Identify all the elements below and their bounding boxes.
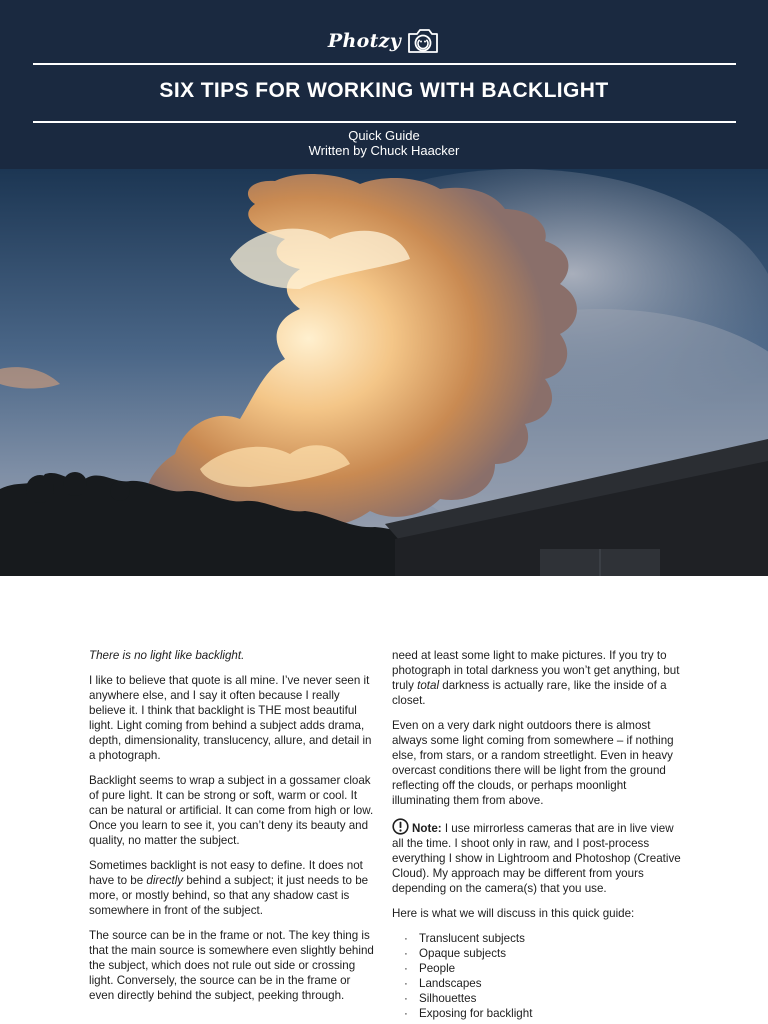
paragraph: Even on a very dark night outdoors there is almost always some light coming from somewhere – if nothing else, from stars, or a random streetlight. Even in heavy overcast conditions there will be light from the ground reflecting off the clouds, or perhaps moonlight illuminating them from above.	[392, 719, 674, 807]
list-item: · Silhouettes	[392, 991, 682, 1006]
hero-photo	[0, 169, 768, 576]
brand-name: Photzy	[327, 30, 402, 52]
list-intro: Here is what we will discuss in this quick guide:	[392, 907, 635, 920]
header-banner	[0, 0, 768, 169]
opening-quote: There is no light like backlight.	[89, 649, 245, 662]
header-divider-bottom	[33, 121, 736, 123]
list-item: · Translucent subjects	[392, 931, 682, 946]
topics-list	[392, 931, 682, 1021]
page-title: SIX TIPS FOR WORKING WITH BACKLIGHT	[159, 79, 609, 102]
paragraph: need at least some light to make pictures. If you try to photograph in total darkness you won’t get anything, but truly total darkness is actually rare, like the inside of a closet.	[392, 649, 680, 707]
list-item: · Opaque subjects	[392, 946, 682, 961]
paragraph: The source can be in the frame or not. The key thing is that the main source is somewhere even slightly behind the subject, which does not rule out side or crossing light. Conversely, the source can be in the frame or even directly behind the subject, peeking through.	[89, 929, 374, 1002]
note-callout	[392, 818, 682, 896]
list-item: · Landscapes	[392, 976, 682, 991]
list-item: · People	[392, 961, 682, 976]
paragraph: I like to believe that quote is all mine. I’ve never seen it anywhere else, and I say it often because I really believe it. I think that backlight is THE most beautiful light. Light coming from behind a subject adds drama, depth, dimensionality, translucency, allure, and detail in a photograph.	[89, 674, 372, 762]
paragraph: Sometimes backlight is not easy to define. It does not have to be directly behind a subject; it just needs to be more, or mostly behind, so that any shadow cast is somewhere in front of the subject.	[89, 859, 369, 917]
note-text: I use mirrorless cameras that are in live view all the time. I shoot only in raw, and I post-process everything I show in Lightroom and Photoshop (Creative Cloud). My approach may be different from yours depending on the camera(s) that you use.	[392, 822, 681, 895]
article-column-left	[89, 648, 375, 1013]
brand-logo	[0, 24, 768, 58]
header-divider-top	[33, 63, 736, 65]
guide-type: Quick Guide	[348, 128, 420, 143]
article-column-right	[392, 648, 682, 1021]
paragraph: Backlight seems to wrap a subject in a gossamer cloak of pure light. It can be strong or soft, warm or cool. It can be natural or artificial. It can come from high or low. Once you learn to see it, you can’t deny its beauty and quality, no matter the subject.	[89, 774, 374, 847]
author-byline: Written by Chuck Haacker	[308, 143, 460, 158]
exclamation-circle-icon	[392, 818, 409, 835]
note-label: Note:	[412, 822, 442, 835]
camera-icon	[406, 27, 440, 55]
list-item: · Exposing for backlight	[392, 1006, 682, 1021]
